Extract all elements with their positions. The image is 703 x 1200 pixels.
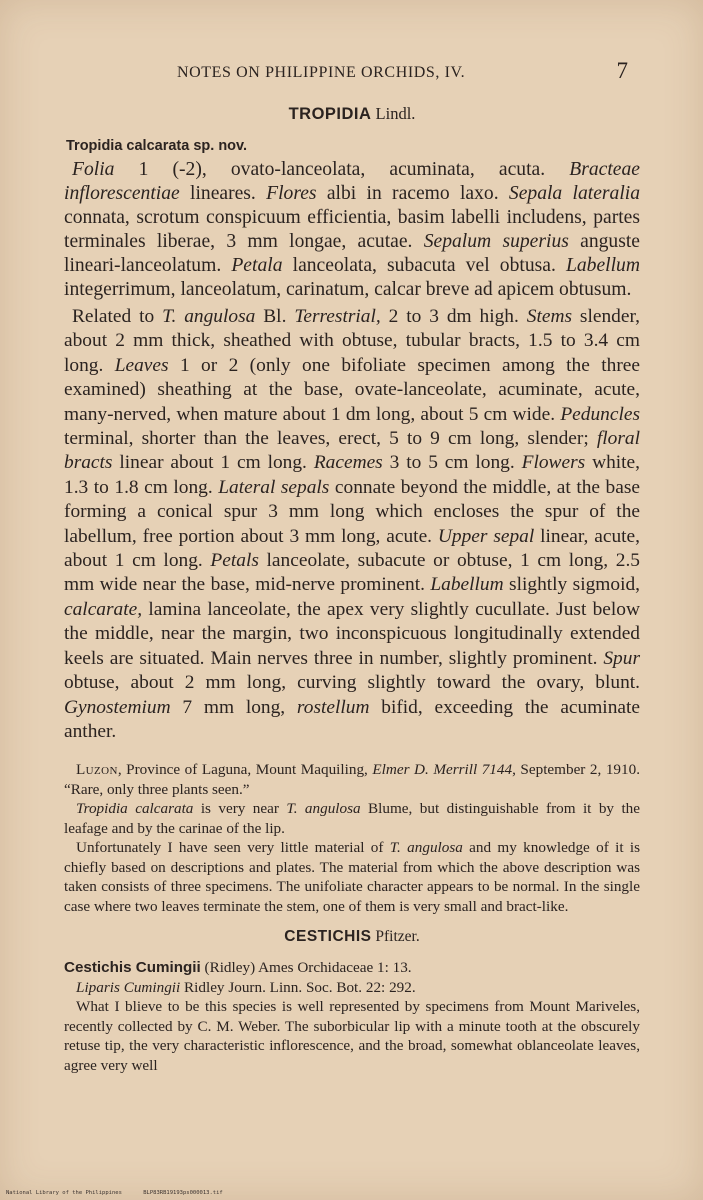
english-text: lanceolate, subacute or obtuse, 1 cm long, 2.5 mm wide near the base, mid-nerve prominent.	[64, 550, 640, 596]
specimen-text: , September 2, 1910. “Rare, only three plants seen.”	[64, 761, 640, 798]
species-heading-tropidia-calcarata: Tropidia calcarata sp. nov.	[66, 138, 248, 154]
latin-text: lanceolata, subacuta vel obtusa.	[282, 255, 566, 276]
english-term: Stems	[526, 306, 572, 327]
specimen-citation	[64, 760, 640, 799]
note-paragraph: What I blieve to be this species is well represented by specimens from Mount Mariveles, recently collected by C. M. Weber. The suborbicular lip with a minute tooth at the obscurely retuse tip, the very characteristic inflorescence, and the broad, somewhat oblanceolate leaves, agree very well	[64, 998, 640, 1074]
note-text: Blume, but distinguishable from it by the leafage and by the carinae of the lip.	[64, 800, 640, 837]
english-text: 3 to 5 cm long.	[382, 452, 522, 474]
english-text: 7 mm long,	[170, 696, 297, 718]
english-text: slightly sigmoid,	[503, 574, 640, 596]
english-term: calcarate,	[64, 598, 143, 620]
genus-name: CESTICHIS	[284, 928, 372, 946]
species-name: Cestichis Cumingii	[64, 959, 201, 977]
english-term: Lateral sepals	[218, 476, 330, 498]
genus-author: Pfitzer.	[375, 928, 420, 946]
scan-footer	[6, 1190, 241, 1196]
latin-text: albi in racemo laxo.	[316, 183, 509, 204]
latin-text: anguste lineari-lanceolatum.	[64, 231, 640, 276]
english-term: Racemes	[313, 452, 383, 474]
english-text: bifid, exceeding the acuminate anther.	[64, 696, 640, 742]
english-text: 2 to 3 dm high.	[380, 306, 527, 327]
latin-term: Petala	[231, 255, 283, 276]
page-header	[60, 58, 638, 88]
english-text: white, 1.3 to 1.8 cm long.	[64, 452, 640, 498]
species-citation: (Ridley) Ames Orchidaceae 1: 13.	[200, 959, 412, 977]
english-text: linear about 1 cm long.	[112, 452, 314, 474]
english-term: T. angulosa	[162, 306, 256, 327]
species-heading-cestichis-cumingii	[64, 958, 640, 978]
library-stamp: National Library of the Philippines	[6, 1190, 122, 1196]
synonym-citation	[64, 978, 640, 998]
english-term: rostellum	[296, 696, 370, 718]
specimen-text: , Province of Laguna, Mount Maquiling,	[117, 761, 373, 779]
genus-heading-cestichis	[64, 928, 640, 946]
note-term: T. angulosa	[286, 800, 361, 818]
english-description	[64, 305, 640, 744]
english-term: Upper sepal	[437, 525, 535, 547]
latin-text: connata, scrotum conspicuum efficientia, basim labelli includens, partes terminales liberae, 3 mm longae, acutae.	[64, 207, 640, 252]
latin-term: Sepalum superius	[423, 231, 569, 252]
latin-term: Bracteae inflorescentiae	[64, 159, 640, 204]
note-text: and my knowledge of it is chiefly based on descriptions and plates. The material from which the above description was taken consists of three specimens. The unifoliate character appears to be normal. In the single case where two leaves terminate the stem, one of them is very small and bract-like.	[64, 839, 640, 915]
note-term: T. angulosa	[389, 839, 463, 857]
latin-term: Sepala lateralia	[508, 183, 641, 204]
collector: Elmer D. Merrill 7144	[372, 761, 513, 779]
page-body	[64, 100, 640, 1075]
latin-term: Folia	[72, 159, 115, 180]
english-text: connate beyond the middle, at the base forming a conical spur 3 mm long which encloses the spur of the labellum, free portion about 3 mm long, acute.	[64, 476, 640, 547]
english-term: Spur	[603, 647, 640, 669]
note-paragraph	[64, 838, 640, 916]
latin-description	[64, 158, 640, 302]
genus-name: TROPIDIA	[288, 105, 372, 123]
english-text: Bl.	[255, 306, 295, 327]
note-term: Tropidia calcarata	[76, 800, 194, 818]
english-text: Related to	[72, 306, 163, 327]
english-term: Peduncles	[560, 403, 640, 425]
english-text: 1 or 2 (only one bifoliate specimen among the three examined) sheathing at the base, ovate-lanceolate, acuminate, acute, many-nerved, when mature about 1 dm long, about 5 cm wide.	[64, 354, 640, 425]
genus-author: Lindl.	[375, 104, 416, 123]
synonym-text: Ridley Journ. Linn. Soc. Bot. 22: 292.	[180, 978, 416, 996]
note-paragraph	[64, 799, 640, 838]
english-term: Labellum	[430, 574, 504, 596]
page-number: 7	[616, 58, 628, 83]
english-text: linear, acute, about 1 cm long.	[64, 525, 640, 572]
locality-name: Luzon	[76, 761, 118, 779]
latin-text: lineares.	[179, 183, 267, 204]
file-stamp: BLP83RB19193ps000013.tif	[143, 1190, 223, 1196]
latin-text: integerrimum, lanceolatum, carinatum, calcar breve ad apicem obtusum.	[64, 279, 632, 300]
english-term: floral bracts	[64, 428, 640, 474]
genus-heading-tropidia	[64, 104, 640, 124]
synonym-name: Liparis Cumingii	[76, 978, 181, 996]
note-text: is very near	[193, 800, 287, 818]
english-term: Flowers	[521, 452, 586, 474]
english-term: Terrestrial,	[294, 306, 381, 327]
english-term: Gynostemium	[64, 696, 171, 718]
english-text: slender, about 2 mm thick, sheathed with obtuse, tubular bracts, 1.5 to 3.4 cm long.	[64, 306, 640, 376]
english-text: terminal, shorter than the leaves, erect, 5 to 9 cm long, slender;	[64, 428, 597, 450]
note-text: Unfortunately I have seen very little material of	[76, 839, 390, 857]
english-text: obtuse, about 2 mm long, curving slightly toward the ovary, blunt.	[64, 672, 640, 694]
latin-text: 1 (-2), ovato-lanceolata, acuminata, acuta.	[114, 159, 570, 180]
english-term: Petals	[210, 550, 259, 572]
english-term: Leaves	[114, 354, 169, 376]
latin-term: Labellum	[565, 255, 640, 276]
latin-term: Flores	[266, 183, 317, 204]
english-text: lamina lanceolate, the apex very slightly cucullate. Just below the middle, near the margin, two inconspicuous longitudinally extended keels are situated. Main nerves three in number, slightly prominent.	[64, 598, 640, 669]
running-title: NOTES ON PHILIPPINE ORCHIDS, IV.	[177, 64, 466, 81]
